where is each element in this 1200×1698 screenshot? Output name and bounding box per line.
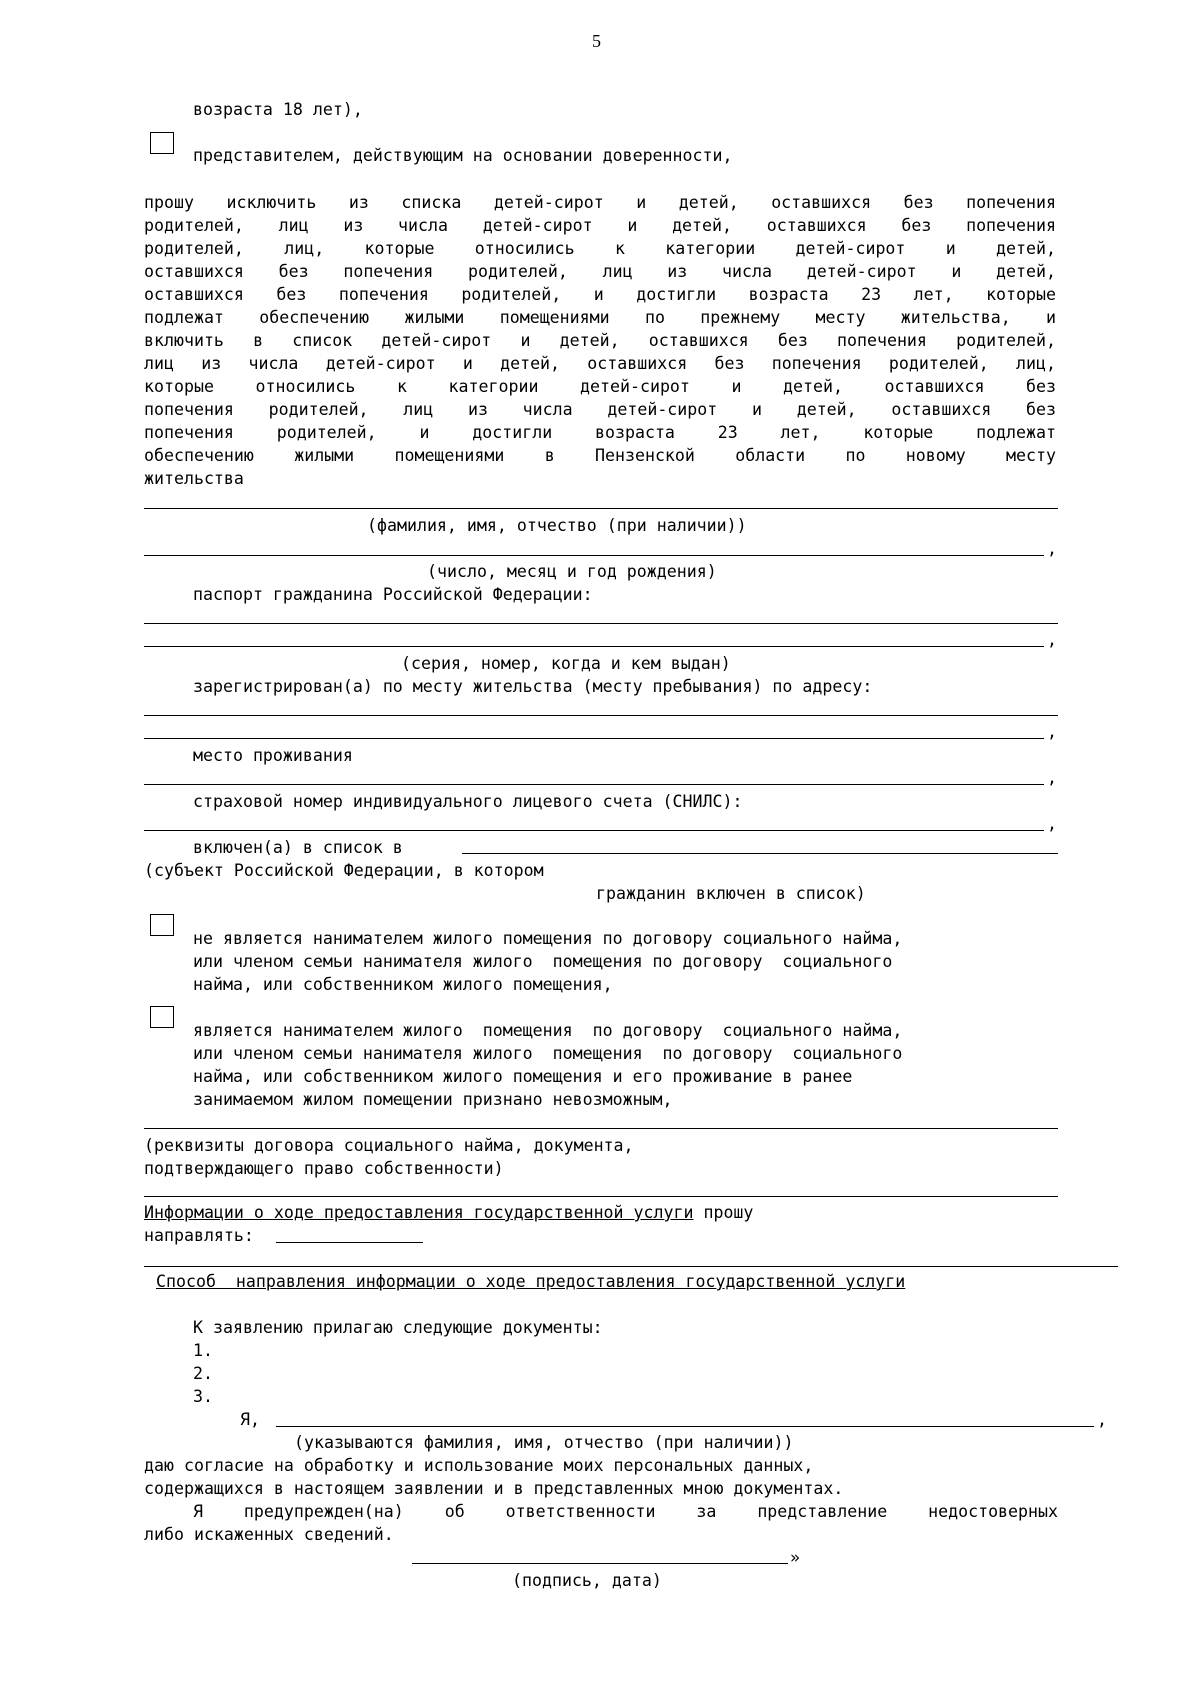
fio-line[interactable] bbox=[144, 508, 1058, 509]
consent-line: содержащихся в настоящем заявлении и в представленных мною документах. bbox=[144, 1479, 844, 1498]
request-line: оставшихся без попечения родителей, и достигли возраста 23 лет, которые bbox=[144, 285, 1056, 304]
consent-line: даю согласие на обработку и использование моих персональных данных, bbox=[144, 1456, 814, 1475]
attachment-item: 1. bbox=[193, 1341, 213, 1360]
consent-name-line[interactable] bbox=[276, 1426, 1094, 1427]
request-line: которые относились к категории детей-сирот и детей, оставшихся без bbox=[144, 377, 1056, 396]
registration-line-1[interactable] bbox=[144, 715, 1058, 716]
registration-line-2[interactable] bbox=[144, 738, 1044, 739]
fio-caption: (фамилия, имя, отчество (при наличии)) bbox=[367, 516, 747, 535]
contract-line[interactable] bbox=[144, 1128, 1058, 1129]
residence-label: место проживания bbox=[193, 746, 353, 765]
comma: , bbox=[1047, 768, 1057, 787]
info-request-underlined: Информации о ходе предоставления государственной услуги bbox=[144, 1203, 694, 1222]
birth-date-caption: (число, месяц и год рождения) bbox=[427, 562, 717, 581]
comma: , bbox=[1047, 814, 1057, 833]
attachments-label: К заявлению прилагаю следующие документы: bbox=[193, 1318, 603, 1337]
tenant-line: найма, или собственником жилого помещения и его проживание в ранее bbox=[193, 1067, 853, 1086]
subject-caption: (субъект Российской Федерации, в котором bbox=[144, 861, 544, 880]
request-line: родителей, лиц из числа детей-сирот и детей, оставшихся без попечения bbox=[144, 216, 1056, 235]
comma: , bbox=[1047, 539, 1057, 558]
comma: , bbox=[1047, 722, 1057, 741]
representative-checkbox[interactable] bbox=[150, 132, 174, 154]
not-tenant-line: не является нанимателем жилого помещения по договору социального найма, bbox=[193, 929, 903, 948]
consent-caption: (указываются фамилия, имя, отчество (при наличии)) bbox=[294, 1433, 794, 1452]
info-direct-line[interactable] bbox=[276, 1242, 423, 1243]
request-line: лиц из числа детей-сирот и детей, оставшихся без попечения родителей, лиц, bbox=[144, 354, 1056, 373]
not-tenant-checkbox[interactable] bbox=[150, 914, 174, 936]
signature-mark: » bbox=[790, 1548, 800, 1567]
birth-date-line[interactable] bbox=[144, 555, 1044, 556]
request-line: подлежат обеспечению жилыми помещениями по прежнему месту жительства, и bbox=[144, 308, 1056, 327]
not-tenant-line: найма, или собственником жилого помещения, bbox=[193, 975, 613, 994]
comma: , bbox=[1097, 1410, 1107, 1429]
request-line: родителей, лиц, которые относились к категории детей-сирот и детей, bbox=[144, 239, 1056, 258]
residence-line[interactable] bbox=[144, 784, 1044, 785]
not-tenant-line: или членом семьи нанимателя жилого помещения по договору социального bbox=[193, 952, 893, 971]
subject-caption-cont: гражданин включен в список) bbox=[596, 884, 866, 903]
comma: , bbox=[1047, 630, 1057, 649]
representative-option-label: представителем, действующим на основании доверенности, bbox=[193, 146, 733, 165]
request-line: оставшихся без попечения родителей, лиц из числа детей-сирот и детей, bbox=[144, 262, 1056, 281]
request-line: прошу исключить из списка детей-сирот и детей, оставшихся без попечения bbox=[144, 193, 1056, 212]
request-line: жительства bbox=[144, 469, 244, 488]
request-line: обеспечению жилыми помещениями в Пензенской области по новому месту bbox=[144, 446, 1056, 465]
request-line: попечения родителей, лиц из числа детей-сирот и детей, оставшихся без bbox=[144, 400, 1056, 419]
tenant-line: является нанимателем жилого помещения по договору социального найма, bbox=[193, 1021, 903, 1040]
signature-caption: (подпись, дата) bbox=[512, 1571, 662, 1590]
contract-line-2[interactable] bbox=[144, 1196, 1058, 1197]
attachment-item: 2. bbox=[193, 1364, 213, 1383]
passport-line-2[interactable] bbox=[144, 646, 1044, 647]
registration-label: зарегистрирован(а) по месту жительства (месту пребывания) по адресу: bbox=[193, 677, 873, 696]
warning-line: либо искаженных сведений. bbox=[144, 1525, 394, 1544]
request-line: попечения родителей, и достигли возраста 23 лет, которые подлежат bbox=[144, 423, 1056, 442]
tenant-checkbox[interactable] bbox=[150, 1006, 174, 1028]
tenant-line: или членом семьи нанимателя жилого помещения по договору социального bbox=[193, 1044, 903, 1063]
method-caption: Способ направления информации о ходе предоставления государственной услуги bbox=[156, 1272, 906, 1291]
contract-caption-cont: подтверждающего право собственности) bbox=[144, 1159, 504, 1178]
warning-line: Я предупрежден(на) об ответственности за представление недостоверных bbox=[193, 1502, 1058, 1521]
passport-caption: (серия, номер, когда и кем выдан) bbox=[401, 654, 731, 673]
passport-label: паспорт гражданина Российской Федерации: bbox=[193, 585, 593, 604]
attachment-item: 3. bbox=[193, 1387, 213, 1406]
page-number: 5 bbox=[592, 31, 601, 51]
info-request bbox=[144, 1201, 753, 1224]
passport-line-1[interactable] bbox=[144, 623, 1058, 624]
consent-ya: Я, bbox=[240, 1410, 260, 1429]
included-region-line[interactable] bbox=[462, 853, 1058, 854]
contract-caption: (реквизиты договора социального найма, документа, bbox=[144, 1136, 634, 1155]
snils-label: страховой номер индивидуального лицевого счета (СНИЛС): bbox=[193, 792, 743, 811]
info-request-tail: прошу bbox=[693, 1203, 754, 1222]
tenant-line: занимаемом жилом помещении признано невозможным, bbox=[193, 1090, 673, 1109]
info-direct-label: направлять: bbox=[144, 1226, 254, 1245]
request-line: включить в список детей-сирот и детей, оставшихся без попечения родителей, bbox=[144, 331, 1056, 350]
snils-line[interactable] bbox=[144, 830, 1044, 831]
signature-line[interactable] bbox=[412, 1563, 788, 1564]
continuation-line: возраста 18 лет), bbox=[193, 100, 363, 119]
method-line[interactable] bbox=[144, 1266, 1118, 1267]
included-label: включен(а) в список в bbox=[193, 838, 403, 857]
